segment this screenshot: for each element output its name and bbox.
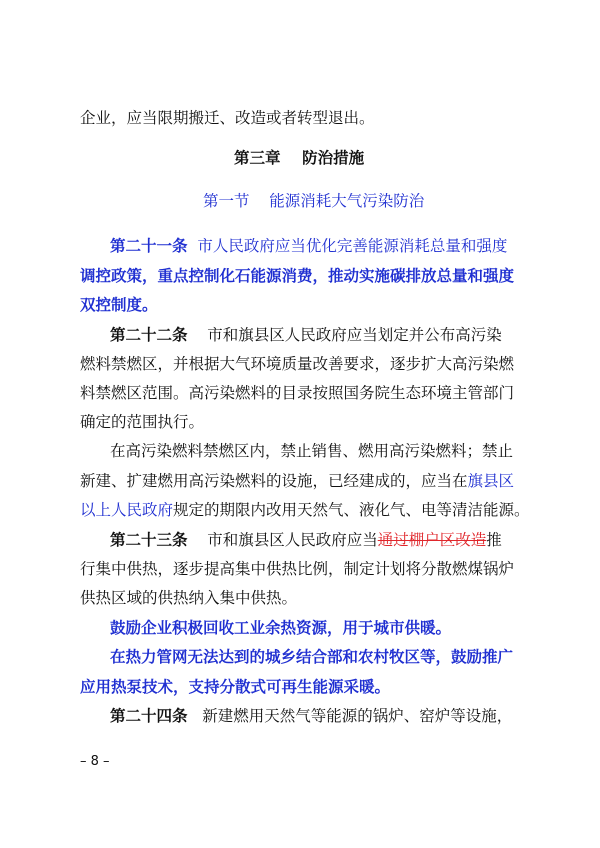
text-segment: 推	[486, 531, 502, 549]
text-segment: 确定的范围执行。	[80, 413, 205, 431]
text-line	[0, 706, 600, 726]
text-segment: 第二十一条	[110, 236, 188, 255]
text-segment: 燃料禁燃区，并根据大气环境质量改善要求，逐步扩大高污染燃	[80, 355, 515, 373]
text-segment: 市和旗县区人民政府应当	[187, 531, 378, 549]
text-segment: 双控制度。	[80, 295, 158, 314]
text-line	[0, 295, 600, 315]
text-segment: 应用热泵技术，支持分散式可再生能源采暖。	[80, 677, 391, 696]
text-line	[0, 191, 600, 211]
text-line	[0, 618, 600, 638]
text-segment: 在热力管网无法达到的城乡结合部和农村牧区等，鼓励推广	[110, 647, 514, 666]
text-segment: 第二十四条	[110, 706, 188, 725]
text-line	[0, 471, 600, 491]
text-line	[0, 266, 600, 286]
text-line	[0, 108, 600, 128]
text-line	[0, 677, 600, 697]
text-line	[0, 647, 600, 667]
text-segment: 料禁燃区范围。高污染燃料的目录按照国务院生态环境主管部门	[80, 384, 515, 402]
text-line	[0, 383, 600, 403]
text-segment: 供热区域的供热纳入集中供热。	[80, 589, 298, 607]
text-segment: 行集中供热，逐步提高集中供热比例，制定计划将分散燃煤锅炉	[80, 560, 515, 578]
text-line	[0, 559, 600, 579]
text-segment: 规定的期限内改用天然气、液化气、电等清洁能源。	[173, 501, 530, 519]
text-line	[0, 148, 600, 168]
text-segment: 新建燃用天然气等能源的锅炉、窑炉等设施，	[187, 707, 513, 725]
text-segment: 新建、扩建燃用高污染燃料的设施，已经建成的，应当在	[80, 472, 468, 490]
text-segment: 第一节 能源消耗大气污染防治	[203, 192, 425, 210]
text-segment: 旗县区	[467, 472, 515, 490]
text-line	[0, 441, 600, 461]
text-segment: 以上人民政府	[80, 501, 174, 519]
text-segment: 第二十三条	[110, 530, 188, 549]
text-line	[0, 500, 600, 520]
text-segment: 通过棚户区改造	[377, 531, 487, 549]
text-segment: 市人民政府应当优化完善能源消耗总量和强度	[187, 237, 508, 255]
text-line	[0, 588, 600, 608]
text-segment: 市和旗县区人民政府应当划定并公布高污染	[187, 326, 502, 344]
page-number: – 8 –	[80, 754, 110, 769]
text-segment: 在高污染燃料禁燃区内，禁止销售、燃用高污染燃料；禁止	[110, 442, 514, 460]
text-line	[0, 236, 600, 256]
text-segment: 第三章 防治措施	[234, 149, 365, 167]
text-line	[0, 325, 600, 345]
text-segment: 第二十二条	[110, 325, 188, 344]
text-line	[0, 412, 600, 432]
text-line	[0, 530, 600, 550]
text-segment: 鼓励企业积极回收工业余热资源，用于城市供暖。	[110, 618, 452, 637]
text-segment: 调控政策，重点控制化石能源消费，推动实施碳排放总量和强度	[80, 266, 515, 285]
text-segment: 企业，应当限期搬迁、改造或者转型退出。	[80, 109, 375, 127]
text-line	[0, 354, 600, 374]
